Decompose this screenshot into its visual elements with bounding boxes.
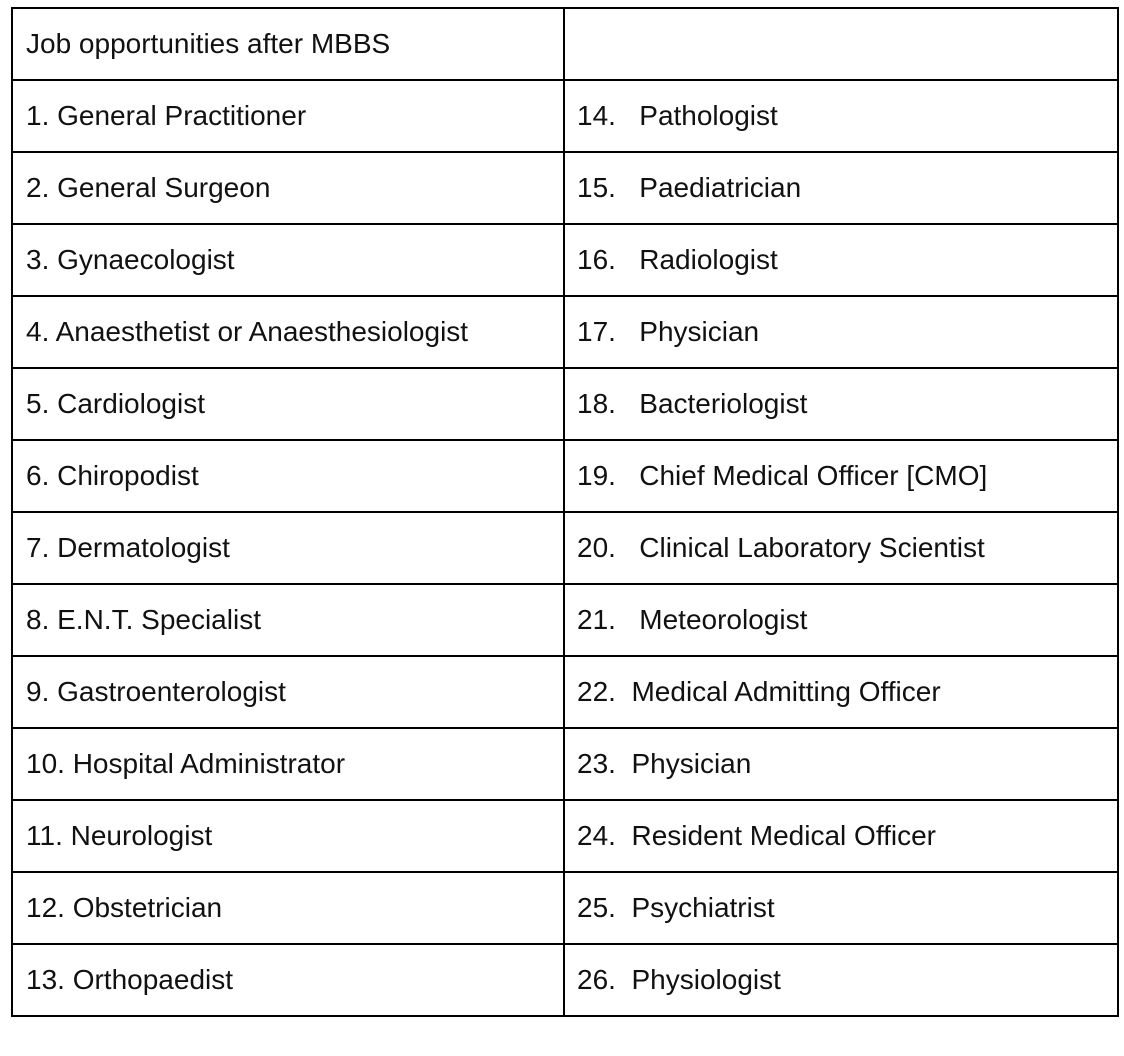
job-cell-left: 7. Dermatologist (12, 512, 564, 584)
job-cell-right: 14. Pathologist (564, 80, 1118, 152)
job-cell-left: 6. Chiropodist (12, 440, 564, 512)
table-row (12, 800, 1118, 872)
job-cell-right: 16. Radiologist (564, 224, 1118, 296)
job-cell-right: 19. Chief Medical Officer [CMO] (564, 440, 1118, 512)
table-title-empty-cell (564, 8, 1118, 80)
job-opportunities-table-container (11, 7, 1117, 1017)
job-cell-right: 24. Resident Medical Officer (564, 800, 1118, 872)
job-cell-left: 3. Gynaecologist (12, 224, 564, 296)
table-header-row (12, 8, 1118, 80)
table-row (12, 512, 1118, 584)
table-row (12, 368, 1118, 440)
job-cell-left: 8. E.N.T. Specialist (12, 584, 564, 656)
table-row (12, 656, 1118, 728)
job-cell-left: 13. Orthopaedist (12, 944, 564, 1016)
table-row (12, 152, 1118, 224)
job-cell-left: 4. Anaesthetist or Anaesthesiologist (12, 296, 564, 368)
job-cell-right: 18. Bacteriologist (564, 368, 1118, 440)
job-cell-left: 5. Cardiologist (12, 368, 564, 440)
job-cell-left: 9. Gastroenterologist (12, 656, 564, 728)
job-cell-right: 26. Physiologist (564, 944, 1118, 1016)
job-cell-right: 21. Meteorologist (564, 584, 1118, 656)
job-cell-right: 15. Paediatrician (564, 152, 1118, 224)
job-opportunities-table (11, 7, 1119, 1017)
job-cell-right: 23. Physician (564, 728, 1118, 800)
table-row (12, 296, 1118, 368)
table-row (12, 80, 1118, 152)
job-cell-right: 22. Medical Admitting Officer (564, 656, 1118, 728)
table-row (12, 224, 1118, 296)
table-row (12, 872, 1118, 944)
job-cell-right: 20. Clinical Laboratory Scientist (564, 512, 1118, 584)
job-cell-left: 10. Hospital Administrator (12, 728, 564, 800)
table-row (12, 944, 1118, 1016)
table-title-cell: Job opportunities after MBBS (12, 8, 564, 80)
job-cell-right: 17. Physician (564, 296, 1118, 368)
table-row (12, 440, 1118, 512)
table-row (12, 728, 1118, 800)
job-cell-left: 1. General Practitioner (12, 80, 564, 152)
job-cell-left: 12. Obstetrician (12, 872, 564, 944)
job-cell-left: 2. General Surgeon (12, 152, 564, 224)
table-row (12, 584, 1118, 656)
job-cell-right: 25. Psychiatrist (564, 872, 1118, 944)
job-cell-left: 11. Neurologist (12, 800, 564, 872)
